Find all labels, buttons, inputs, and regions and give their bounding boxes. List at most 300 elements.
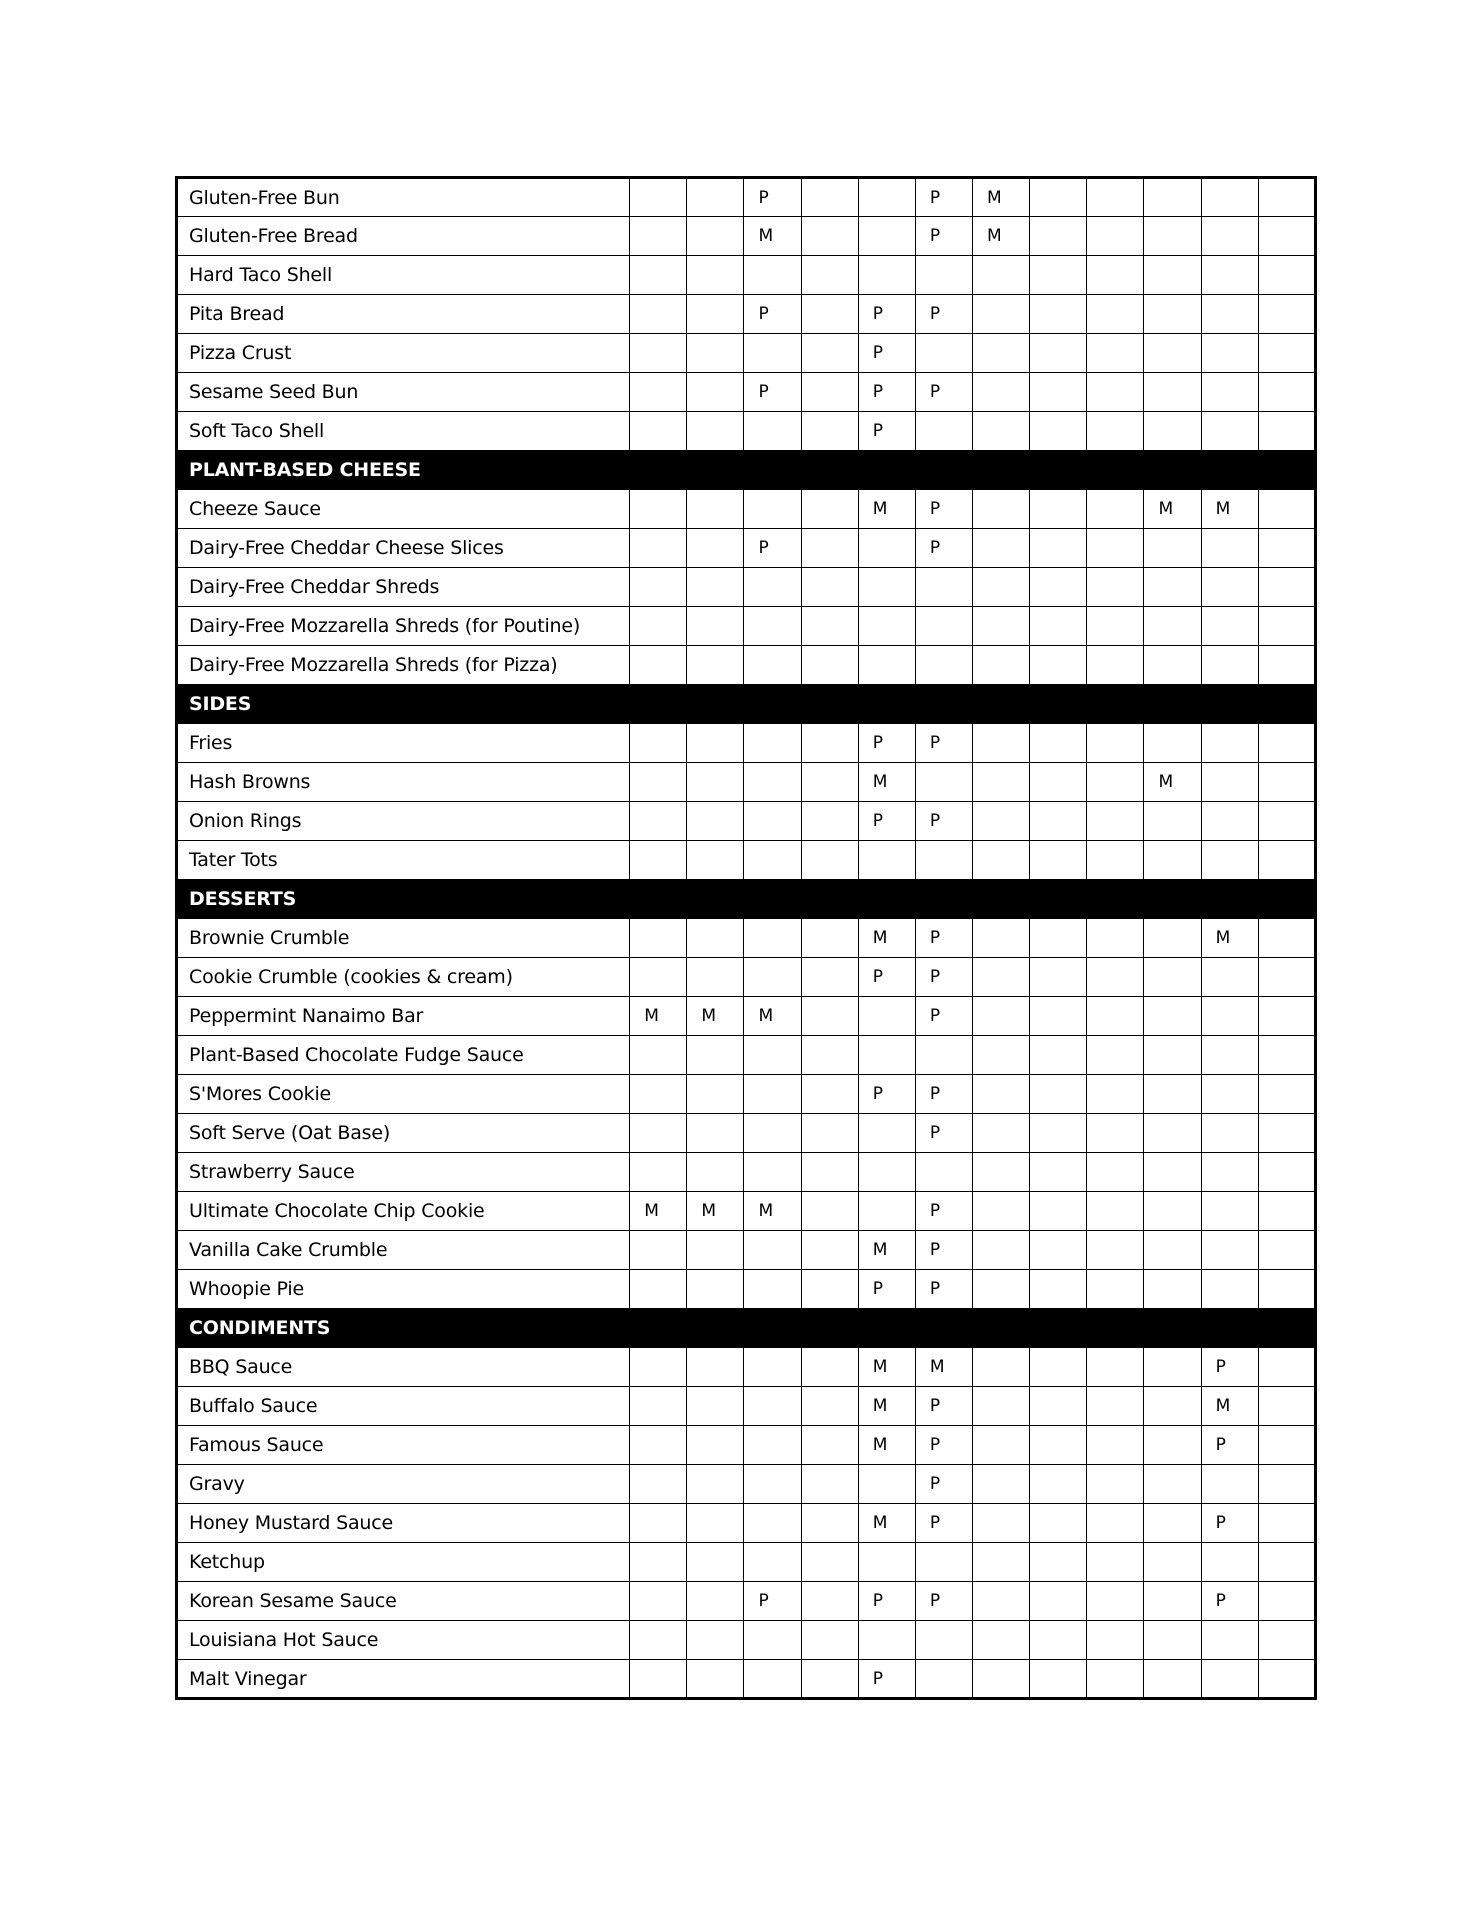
allergen-cell	[1258, 1114, 1315, 1153]
table-row	[177, 256, 1316, 295]
table-row	[177, 334, 1316, 373]
allergen-cell	[1144, 724, 1201, 763]
table-row	[177, 295, 1316, 334]
allergen-cell	[801, 802, 858, 841]
allergen-cell	[801, 958, 858, 997]
allergen-cell	[630, 1231, 687, 1270]
allergen-cell	[858, 646, 915, 685]
item-name: Soft Taco Shell	[177, 412, 630, 451]
allergen-cell	[801, 646, 858, 685]
allergen-cell	[687, 1075, 744, 1114]
allergen-cell	[1258, 841, 1315, 880]
allergen-cell	[973, 1504, 1030, 1543]
table-row	[177, 373, 1316, 412]
allergen-cell	[1201, 841, 1258, 880]
allergen-cell	[915, 568, 972, 607]
allergen-cell: P	[744, 178, 801, 217]
allergen-cell: P	[858, 958, 915, 997]
allergen-cell	[1087, 802, 1144, 841]
section-header-row	[177, 1309, 1316, 1348]
item-name: Malt Vinegar	[177, 1660, 630, 1699]
allergen-cell	[1030, 1582, 1087, 1621]
allergen-cell	[801, 1660, 858, 1699]
allergen-cell	[801, 997, 858, 1036]
allergen-cell	[687, 1582, 744, 1621]
table-row	[177, 1231, 1316, 1270]
allergen-cell	[801, 724, 858, 763]
table-row	[177, 1114, 1316, 1153]
allergen-cell	[801, 568, 858, 607]
allergen-cell	[1258, 1192, 1315, 1231]
allergen-cell	[744, 256, 801, 295]
allergen-cell	[1030, 1465, 1087, 1504]
allergen-cell	[1030, 1114, 1087, 1153]
allergen-cell	[1087, 997, 1144, 1036]
allergen-cell	[1087, 1192, 1144, 1231]
allergen-cell	[1258, 1036, 1315, 1075]
allergen-cell	[801, 178, 858, 217]
item-name: Soft Serve (Oat Base)	[177, 1114, 630, 1153]
allergen-cell	[915, 334, 972, 373]
item-name: Whoopie Pie	[177, 1270, 630, 1309]
allergen-cell	[1201, 1114, 1258, 1153]
allergen-cell: M	[1144, 763, 1201, 802]
allergen-cell	[1087, 1426, 1144, 1465]
allergen-cell	[858, 607, 915, 646]
allergen-cell	[801, 1192, 858, 1231]
allergen-cell	[1258, 1270, 1315, 1309]
table-row	[177, 646, 1316, 685]
table-row	[177, 178, 1316, 217]
allergen-cell	[744, 1660, 801, 1699]
allergen-cell	[1087, 1621, 1144, 1660]
allergen-cell: M	[858, 919, 915, 958]
allergen-cell	[1258, 256, 1315, 295]
allergen-cell	[744, 1114, 801, 1153]
allergen-table	[175, 176, 1317, 1700]
allergen-cell	[915, 1153, 972, 1192]
allergen-cell	[630, 919, 687, 958]
allergen-cell	[687, 1036, 744, 1075]
item-name: Korean Sesame Sauce	[177, 1582, 630, 1621]
allergen-cell	[630, 490, 687, 529]
allergen-cell	[1201, 217, 1258, 256]
allergen-cell	[801, 529, 858, 568]
item-name: Pita Bread	[177, 295, 630, 334]
item-name: BBQ Sauce	[177, 1348, 630, 1387]
allergen-cell	[915, 412, 972, 451]
allergen-cell	[1258, 1621, 1315, 1660]
table-row	[177, 958, 1316, 997]
allergen-cell	[801, 490, 858, 529]
allergen-cell	[744, 958, 801, 997]
allergen-cell	[687, 802, 744, 841]
allergen-cell	[1030, 1192, 1087, 1231]
allergen-cell	[630, 412, 687, 451]
table-row	[177, 919, 1316, 958]
allergen-cell: M	[858, 763, 915, 802]
allergen-cell	[858, 568, 915, 607]
allergen-cell	[801, 1153, 858, 1192]
allergen-cell: P	[915, 1270, 972, 1309]
allergen-cell	[1144, 1036, 1201, 1075]
allergen-cell	[1087, 334, 1144, 373]
table-row	[177, 1036, 1316, 1075]
section-title: DESSERTS	[177, 880, 1316, 919]
allergen-cell	[630, 1504, 687, 1543]
table-row	[177, 1543, 1316, 1582]
item-name: Hash Browns	[177, 763, 630, 802]
allergen-cell	[630, 568, 687, 607]
allergen-cell: M	[744, 997, 801, 1036]
allergen-cell	[1144, 1153, 1201, 1192]
allergen-cell	[687, 295, 744, 334]
allergen-cell: M	[858, 1348, 915, 1387]
allergen-cell: P	[915, 373, 972, 412]
allergen-cell	[1201, 1621, 1258, 1660]
allergen-cell	[801, 1465, 858, 1504]
table-row	[177, 412, 1316, 451]
table-row	[177, 1348, 1316, 1387]
allergen-cell	[1201, 763, 1258, 802]
allergen-cell	[744, 1543, 801, 1582]
allergen-cell	[973, 1621, 1030, 1660]
allergen-cell	[1030, 217, 1087, 256]
table-row	[177, 1504, 1316, 1543]
allergen-cell	[1201, 1270, 1258, 1309]
allergen-cell	[1087, 1231, 1144, 1270]
allergen-cell	[973, 1075, 1030, 1114]
allergen-cell	[1087, 178, 1144, 217]
allergen-cell	[1087, 1465, 1144, 1504]
table-row	[177, 763, 1316, 802]
allergen-cell	[1201, 1075, 1258, 1114]
allergen-cell	[1144, 529, 1201, 568]
allergen-cell: M	[1201, 1387, 1258, 1426]
allergen-cell	[1030, 373, 1087, 412]
allergen-cell	[744, 1231, 801, 1270]
allergen-cell	[1087, 373, 1144, 412]
allergen-cell	[1201, 1192, 1258, 1231]
allergen-cell	[687, 607, 744, 646]
allergen-cell	[915, 1036, 972, 1075]
allergen-cell: P	[915, 919, 972, 958]
allergen-cell	[687, 568, 744, 607]
allergen-cell	[744, 724, 801, 763]
allergen-cell: P	[915, 1504, 972, 1543]
allergen-cell	[630, 1660, 687, 1699]
allergen-cell: M	[858, 1504, 915, 1543]
allergen-cell: P	[858, 334, 915, 373]
allergen-cell	[1258, 802, 1315, 841]
allergen-cell	[1258, 1543, 1315, 1582]
allergen-cell	[1030, 1504, 1087, 1543]
allergen-cell	[1087, 1075, 1144, 1114]
allergen-cell: M	[744, 1192, 801, 1231]
allergen-cell	[1030, 997, 1087, 1036]
allergen-cell	[1144, 958, 1201, 997]
allergen-cell	[915, 607, 972, 646]
allergen-cell: P	[858, 373, 915, 412]
allergen-cell: P	[744, 1582, 801, 1621]
allergen-cell	[687, 1348, 744, 1387]
allergen-cell	[973, 490, 1030, 529]
allergen-cell	[744, 802, 801, 841]
allergen-cell	[1030, 802, 1087, 841]
allergen-cell	[1144, 841, 1201, 880]
allergen-cell	[858, 997, 915, 1036]
allergen-cell	[1201, 295, 1258, 334]
allergen-cell	[1087, 763, 1144, 802]
table-row	[177, 724, 1316, 763]
allergen-cell	[915, 1621, 972, 1660]
allergen-cell	[687, 841, 744, 880]
table-row	[177, 802, 1316, 841]
item-name: Dairy-Free Cheddar Cheese Slices	[177, 529, 630, 568]
allergen-cell	[1030, 178, 1087, 217]
allergen-cell	[973, 763, 1030, 802]
allergen-cell	[1144, 1582, 1201, 1621]
allergen-cell	[630, 1426, 687, 1465]
allergen-cell	[1201, 529, 1258, 568]
allergen-cell	[1258, 763, 1315, 802]
allergen-cell	[801, 1582, 858, 1621]
allergen-cell	[744, 1153, 801, 1192]
allergen-cell	[973, 958, 1030, 997]
item-name: Hard Taco Shell	[177, 256, 630, 295]
section-title: PLANT-BASED CHEESE	[177, 451, 1316, 490]
allergen-cell: P	[915, 802, 972, 841]
allergen-cell	[1144, 1192, 1201, 1231]
allergen-cell	[1030, 295, 1087, 334]
item-name: Gravy	[177, 1465, 630, 1504]
allergen-cell	[687, 1543, 744, 1582]
allergen-cell	[973, 334, 1030, 373]
allergen-cell	[744, 646, 801, 685]
allergen-cell	[630, 1348, 687, 1387]
allergen-cell	[630, 1114, 687, 1153]
allergen-cell	[630, 1465, 687, 1504]
allergen-cell	[1030, 1153, 1087, 1192]
item-name: Cheeze Sauce	[177, 490, 630, 529]
table-row	[177, 1387, 1316, 1426]
allergen-cell	[630, 802, 687, 841]
table-row	[177, 1582, 1316, 1621]
table-row	[177, 1192, 1316, 1231]
allergen-cell: P	[858, 295, 915, 334]
allergen-cell	[687, 529, 744, 568]
allergen-cell	[858, 1465, 915, 1504]
allergen-cell	[1201, 334, 1258, 373]
allergen-cell	[1201, 997, 1258, 1036]
allergen-cell	[630, 373, 687, 412]
allergen-cell	[687, 373, 744, 412]
allergen-cell	[973, 919, 1030, 958]
allergen-cell: M	[687, 997, 744, 1036]
allergen-cell	[973, 1348, 1030, 1387]
allergen-cell	[1258, 568, 1315, 607]
allergen-cell	[1030, 256, 1087, 295]
allergen-cell: P	[744, 529, 801, 568]
allergen-cell	[1201, 1036, 1258, 1075]
allergen-cell	[744, 334, 801, 373]
allergen-cell	[1087, 1660, 1144, 1699]
allergen-cell	[973, 1465, 1030, 1504]
allergen-cell	[1030, 1075, 1087, 1114]
allergen-cell	[801, 373, 858, 412]
allergen-cell	[1144, 1621, 1201, 1660]
allergen-cell	[630, 1621, 687, 1660]
allergen-cell: P	[858, 724, 915, 763]
allergen-cell	[630, 178, 687, 217]
allergen-cell	[801, 1075, 858, 1114]
allergen-cell	[1201, 412, 1258, 451]
item-name: Plant-Based Chocolate Fudge Sauce	[177, 1036, 630, 1075]
allergen-cell: P	[915, 1465, 972, 1504]
allergen-cell	[687, 1153, 744, 1192]
allergen-cell	[687, 1114, 744, 1153]
allergen-cell	[630, 1543, 687, 1582]
item-name: Dairy-Free Mozzarella Shreds (for Poutine)	[177, 607, 630, 646]
allergen-cell	[915, 1660, 972, 1699]
allergen-cell	[687, 1426, 744, 1465]
allergen-cell	[1030, 646, 1087, 685]
allergen-cell	[1087, 724, 1144, 763]
allergen-cell: P	[915, 724, 972, 763]
section-title: CONDIMENTS	[177, 1309, 1316, 1348]
item-name: Pizza Crust	[177, 334, 630, 373]
allergen-cell	[630, 1036, 687, 1075]
allergen-cell	[973, 1231, 1030, 1270]
allergen-cell	[801, 763, 858, 802]
allergen-cell	[858, 217, 915, 256]
section-header-row	[177, 451, 1316, 490]
allergen-cell	[1030, 919, 1087, 958]
allergen-cell: P	[915, 295, 972, 334]
allergen-cell	[915, 646, 972, 685]
allergen-cell	[801, 256, 858, 295]
allergen-cell	[1258, 919, 1315, 958]
allergen-cell	[1087, 1114, 1144, 1153]
allergen-cell	[1258, 1660, 1315, 1699]
allergen-cell	[1258, 1582, 1315, 1621]
allergen-cell	[1030, 568, 1087, 607]
allergen-cell	[1087, 1582, 1144, 1621]
allergen-cell	[1201, 568, 1258, 607]
allergen-cell	[630, 763, 687, 802]
allergen-cell	[1201, 646, 1258, 685]
allergen-cell	[1030, 1387, 1087, 1426]
allergen-cell: P	[1201, 1582, 1258, 1621]
allergen-cell	[973, 568, 1030, 607]
allergen-cell	[973, 607, 1030, 646]
allergen-cell: M	[744, 217, 801, 256]
allergen-cell: P	[915, 1387, 972, 1426]
allergen-cell	[1087, 1270, 1144, 1309]
allergen-cell	[801, 1504, 858, 1543]
allergen-cell	[1258, 295, 1315, 334]
allergen-cell: P	[915, 1426, 972, 1465]
allergen-cell	[1144, 217, 1201, 256]
allergen-cell	[1258, 217, 1315, 256]
allergen-cell	[1258, 997, 1315, 1036]
allergen-cell	[1144, 997, 1201, 1036]
allergen-cell	[801, 217, 858, 256]
allergen-cell	[1030, 607, 1087, 646]
allergen-cell	[630, 841, 687, 880]
allergen-cell	[858, 1153, 915, 1192]
allergen-cell	[1258, 334, 1315, 373]
table-row	[177, 1660, 1316, 1699]
allergen-cell	[1030, 1348, 1087, 1387]
allergen-cell	[973, 256, 1030, 295]
allergen-cell	[1144, 607, 1201, 646]
allergen-cell	[1087, 1153, 1144, 1192]
allergen-cell	[1144, 178, 1201, 217]
allergen-cell	[1258, 1153, 1315, 1192]
allergen-cell	[630, 646, 687, 685]
allergen-cell	[1030, 334, 1087, 373]
allergen-cell	[1030, 841, 1087, 880]
allergen-cell	[1144, 1231, 1201, 1270]
allergen-cell	[973, 1036, 1030, 1075]
allergen-cell	[1258, 1465, 1315, 1504]
allergen-cell	[1087, 217, 1144, 256]
section-header-row	[177, 685, 1316, 724]
allergen-cell	[1201, 178, 1258, 217]
allergen-cell: M	[858, 1426, 915, 1465]
allergen-cell: M	[1201, 919, 1258, 958]
allergen-cell	[973, 1192, 1030, 1231]
allergen-cell: M	[915, 1348, 972, 1387]
allergen-cell	[1087, 958, 1144, 997]
allergen-cell	[1144, 1426, 1201, 1465]
allergen-cell	[630, 1387, 687, 1426]
allergen-cell	[1144, 1075, 1201, 1114]
allergen-cell	[973, 1426, 1030, 1465]
allergen-cell: M	[858, 1387, 915, 1426]
allergen-cell: P	[858, 1075, 915, 1114]
allergen-cell	[1087, 841, 1144, 880]
allergen-cell	[744, 919, 801, 958]
allergen-cell	[1258, 1426, 1315, 1465]
allergen-cell	[687, 1387, 744, 1426]
allergen-cell: P	[915, 958, 972, 997]
allergen-cell	[1201, 1465, 1258, 1504]
allergen-cell	[1087, 1543, 1144, 1582]
allergen-cell	[858, 1114, 915, 1153]
allergen-cell	[744, 1504, 801, 1543]
allergen-cell	[630, 958, 687, 997]
allergen-cell	[1201, 802, 1258, 841]
allergen-cell	[744, 1036, 801, 1075]
allergen-cell	[858, 1543, 915, 1582]
allergen-cell	[630, 256, 687, 295]
allergen-cell	[1030, 1660, 1087, 1699]
allergen-cell	[1144, 1348, 1201, 1387]
item-name: Brownie Crumble	[177, 919, 630, 958]
allergen-cell	[801, 1543, 858, 1582]
item-name: Honey Mustard Sauce	[177, 1504, 630, 1543]
allergen-cell	[1201, 1231, 1258, 1270]
allergen-cell	[1030, 1231, 1087, 1270]
allergen-cell	[858, 529, 915, 568]
allergen-cell	[801, 295, 858, 334]
allergen-cell	[687, 217, 744, 256]
allergen-cell	[858, 1192, 915, 1231]
allergen-cell	[630, 1153, 687, 1192]
item-name: Dairy-Free Cheddar Shreds	[177, 568, 630, 607]
